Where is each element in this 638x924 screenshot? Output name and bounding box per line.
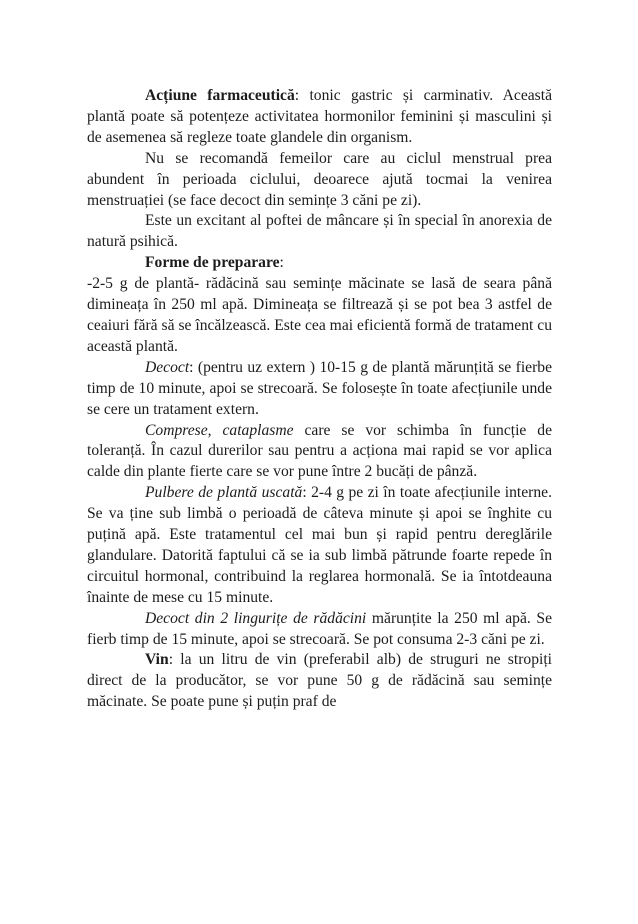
paragraph (87, 609, 552, 651)
paragraph (87, 253, 552, 274)
paragraph (87, 650, 552, 713)
document-page (87, 86, 552, 713)
body-text: : 2-4 g pe zi în toate afecțiunile interne. Se va ține sub limbă o perioadă de câteva minute și apoi se înghite cu puțină apă. Este tratamentul cel mai bun și rapid pentru dereglările glandulare. Datorită faptului că se ia sub limbă pătrunde foarte repede în circuitul hormonal, contribuind la reglarea hormonală. Se ia întotdeauna înainte de mese cu 15 minute. (87, 484, 552, 606)
body-text: : tonic gastric și carminativ. Această plantă poate să potențeze activitatea hormonilor feminini și masculini și de asemenea să regleze toate glandele din organism. (87, 87, 552, 146)
paragraph (87, 211, 552, 253)
body-text: Nu se recomandă femeilor care au ciclul menstrual prea abundent în perioada ciclului, deoarece ajută tocmai la venirea menstruației (se face decoct din semințe 3 căni pe zi). (87, 149, 552, 209)
italic-heading-text: Decoct (145, 358, 190, 376)
paragraph (87, 149, 552, 212)
italic-heading-text: Comprese, cataplasme (145, 421, 294, 439)
bold-heading-text: Vin (145, 651, 169, 669)
italic-heading-text: Pulbere de plantă uscată (145, 484, 303, 502)
paragraph (87, 358, 552, 421)
body-text: care se vor schimba în funcție de toleranță. În cazul durerilor sau pentru a acționa mai rapid se vor aplica calde din plante fierte care se vor pune între 2 bucăți de pânză. (87, 421, 552, 481)
body-text: : la un litru de vin (preferabil alb) de struguri ne stropiți direct de la producător, se vor pune 50 g de rădăcină sau semințe măcinate. Se poate pune și puțin praf de (87, 651, 552, 711)
body-text: : (279, 254, 284, 272)
paragraph (87, 86, 552, 149)
bold-heading-text: Acțiune farmaceutică (145, 87, 295, 104)
paragraph (87, 483, 552, 608)
paragraph (87, 274, 552, 358)
italic-heading-text: Decoct din 2 lingurițe de rădăcini (145, 609, 367, 627)
bold-heading-text: Forme de preparare (145, 254, 280, 272)
paragraph (87, 421, 552, 484)
body-text: Este un excitant al poftei de mâncare și în special în anorexia de natură psihică. (87, 212, 552, 251)
body-text: -2-5 g de plantă- rădăcină sau semințe măcinate se lasă de seara până dimineața în 250 ml apă. Dimineața se filtrează și se pot bea 3 astfel de ceaiuri fără să se încălzească. Este cea mai eficientă formă de tratament cu această plantă. (87, 275, 552, 355)
body-text: : (pentru uz extern ) 10-15 g de plantă mărunțită se fierbe timp de 10 minute, apoi se strecoară. Se folosește în toate afecțiunile unde se cere un tratament extern. (87, 358, 552, 418)
body-text: mărunțite la 250 ml apă. Se fierb timp de 15 minute, apoi se strecoară. Se pot consuma 2-3 căni pe zi. (87, 609, 552, 648)
